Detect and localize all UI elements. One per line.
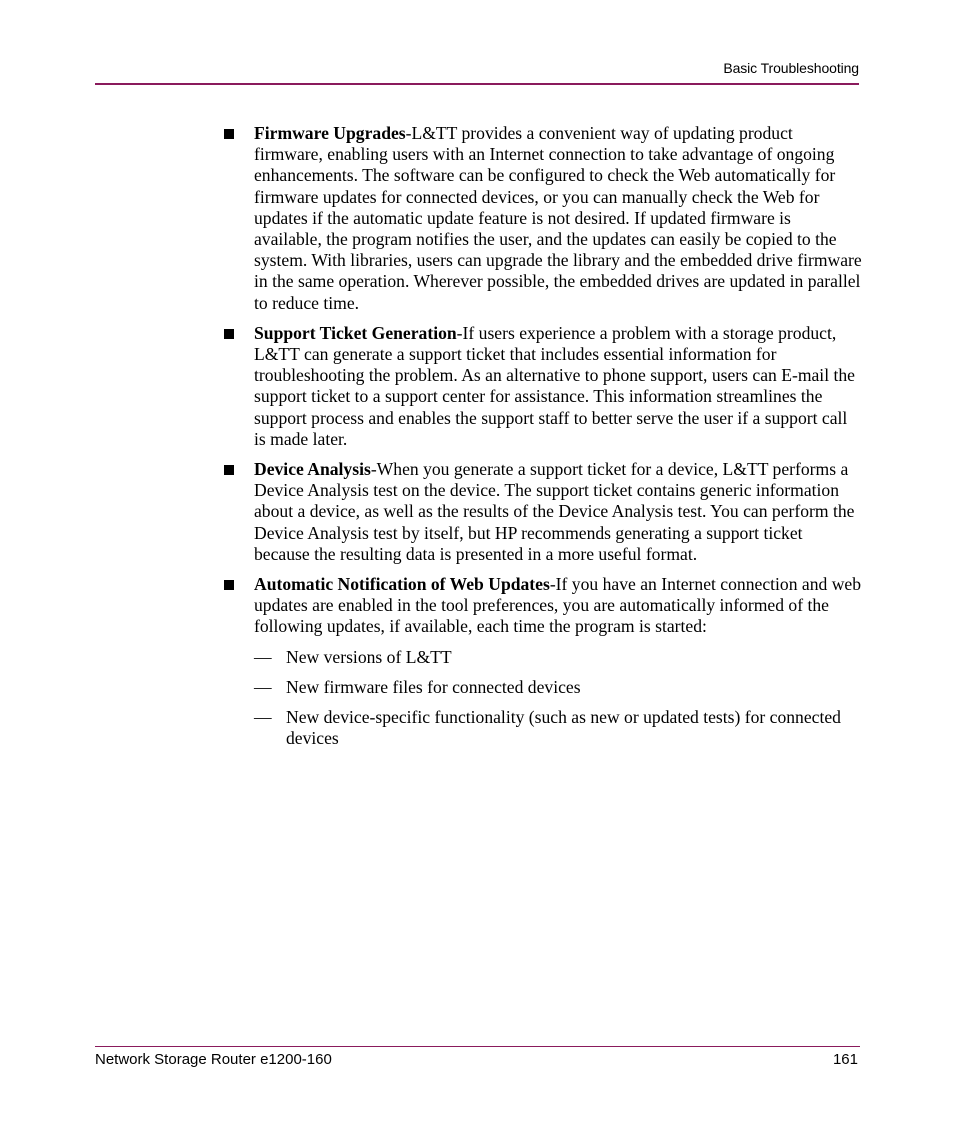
page-footer: [95, 1046, 860, 1076]
update-item-text: New versions of L&TT: [286, 646, 452, 667]
update-item: [254, 677, 862, 698]
update-item: [254, 647, 862, 668]
feature-term: Firmware Upgrades: [254, 123, 406, 143]
feature-text: -When you generate a support ticket for a device, L&TT performs a Device Analysis test on the device. The support ticket contains generic information about a device, as well as the results of the Device Analysis test. You can perform the Device Analysis test by itself, but HP recommends generating a support ticket because the resulting data is presented in a more useful format.: [254, 459, 855, 564]
feature-term: Automatic Notification of Web Updates: [254, 574, 550, 595]
feature-item-support-ticket-generation: [222, 323, 862, 450]
dash-bullet: —: [254, 676, 272, 697]
section-title: Basic Troubleshooting: [723, 60, 859, 76]
feature-list: [222, 123, 862, 758]
square-bullet-icon: [224, 129, 234, 139]
feature-term: Device Analysis: [254, 459, 371, 480]
feature-text: -If you have an Internet connection and web updates are enabled in the tool preferences, you are automatically informed of the following updates, if available, each time the program is started:: [254, 574, 862, 637]
feature-item-automatic-notification: [222, 574, 862, 638]
dash-bullet: —: [254, 646, 272, 667]
page-header: [95, 58, 859, 84]
header-rule: [95, 83, 859, 85]
update-item-text: New device-specific functionality (such as new or updated tests) for connected devices: [286, 707, 841, 749]
square-bullet-icon: [224, 329, 234, 339]
dash-bullet: —: [254, 707, 272, 728]
square-bullet-icon: [224, 580, 234, 590]
document-title: Network Storage Router e1200-160: [95, 1051, 332, 1068]
page-number: 161: [832, 1051, 858, 1068]
feature-text: -L&TT provides a convenient way of updating product firmware, enabling users with an Internet connection to take advantage of ongoing enhancements. The software can be configured to check the Web automatically for firmware updates for connected devices, or you can manually check the Web for updates if the automatic update feature is not desired. If updated firmware is available, the program notifies the user, and the updates can easily be copied to the system. With libraries, users can upgrade the library and the embedded drive firmware in the same operation. Wherever possible, the embedded drives are updated in parallel to reduce time.: [254, 123, 862, 313]
update-item: [254, 707, 862, 749]
square-bullet-icon: [224, 465, 234, 475]
updates-list: [222, 647, 862, 750]
feature-term: Support Ticket Generation: [254, 322, 457, 343]
feature-item-device-analysis: [222, 459, 862, 565]
feature-item-firmware-upgrades: [222, 123, 862, 314]
footer-rule: [95, 1046, 860, 1047]
feature-text: -If users experience a problem with a storage product, L&TT can generate a support ticket that includes essential information for troubleshooting the problem. As an alternative to phone support, users can E-mail the support ticket to a support center for assistance. This information streamlines the support process and enables the support staff to better serve the user if a support call is made later.: [254, 322, 855, 449]
update-item-text: New firmware files for connected devices: [286, 676, 581, 697]
